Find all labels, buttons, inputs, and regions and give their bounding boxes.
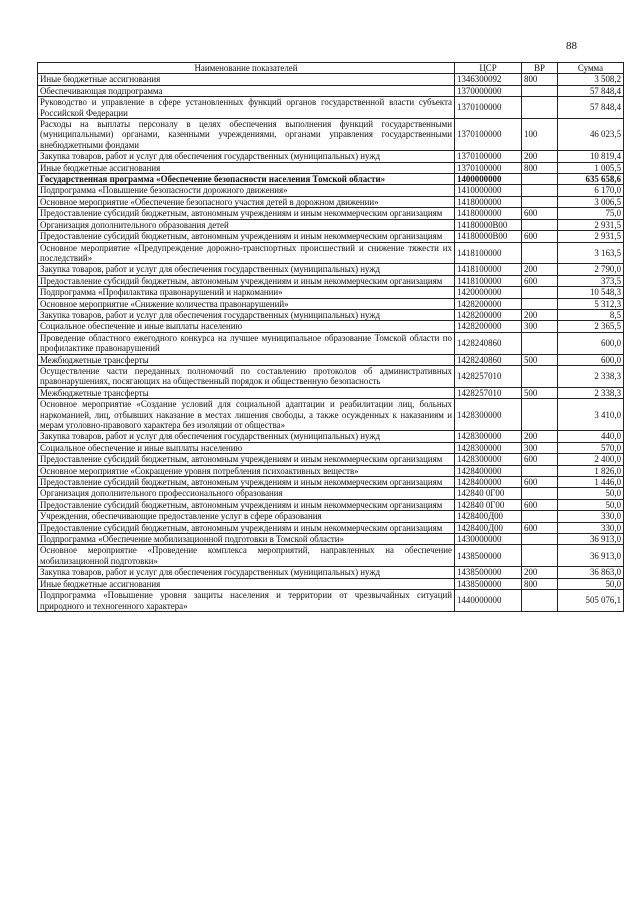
row-vr xyxy=(522,332,558,354)
row-code: 1400000000 xyxy=(455,174,522,185)
row-code: 1418100000 xyxy=(455,242,522,264)
row-code: 1428200000 xyxy=(455,298,522,309)
row-vr xyxy=(522,365,558,387)
row-code: 1370100000 xyxy=(455,97,522,119)
row-vr: 600 xyxy=(522,275,558,286)
row-sum: 2 790,0 xyxy=(558,264,624,275)
row-sum: 57 848,4 xyxy=(558,97,624,119)
table-row xyxy=(38,354,624,365)
row-code: 1428300000 xyxy=(455,399,522,431)
row-sum: 3 410,0 xyxy=(558,399,624,431)
row-vr: 500 xyxy=(522,354,558,365)
row-code: 1418100000 xyxy=(455,275,522,286)
row-name: Закупка товаров, работ и услуг для обеспечения государственных (муниципальных) нужд xyxy=(38,264,455,275)
row-code: 1438500000 xyxy=(455,545,522,567)
row-code: 1428300000 xyxy=(455,454,522,465)
row-name: Закупка товаров, работ и услуг для обеспечения государственных (муниципальных) нужд xyxy=(38,431,455,442)
row-code: 1428400Д00 xyxy=(455,522,522,533)
row-name: Основное мероприятие «Создание условий для социальной адаптации и реабилитации лиц, больных наркоманией, лиц, отбывших наказание в местах лишения свободы, а также осужденных к наказаниям и мерам уголовно-правового характера без изоляции от общества» xyxy=(38,399,455,431)
table-row xyxy=(38,431,624,442)
row-code: 1346300092 xyxy=(455,74,522,85)
row-name: Иные бюджетные ассигнования xyxy=(38,74,455,85)
header-vr: ВР xyxy=(522,63,558,74)
row-name: Предоставление субсидий бюджетным, автономным учреждениям и иным некоммерческим организациям xyxy=(38,477,455,488)
row-vr xyxy=(522,488,558,499)
row-code: 1370100000 xyxy=(455,151,522,162)
row-vr xyxy=(522,465,558,476)
row-sum: 2 400,0 xyxy=(558,454,624,465)
row-sum: 1 446,0 xyxy=(558,477,624,488)
row-code: 1428240860 xyxy=(455,354,522,365)
row-sum: 36 863,0 xyxy=(558,567,624,578)
row-sum: 6 170,0 xyxy=(558,185,624,196)
row-sum: 1 826,0 xyxy=(558,465,624,476)
row-code: 1428240860 xyxy=(455,332,522,354)
row-vr: 800 xyxy=(522,578,558,589)
table-row xyxy=(38,264,624,275)
row-code: 142840 0Г00 xyxy=(455,499,522,510)
row-name: Основное мероприятие «Предупреждение дорожно-транспортных происшествий и снижение тяжести их последствий» xyxy=(38,242,455,264)
row-name: Основное мероприятие «Проведение комплекса мероприятий, направленных на обеспечение мобилизационной подготовки» xyxy=(38,545,455,567)
row-sum: 36 913,0 xyxy=(558,534,624,545)
row-vr xyxy=(522,590,558,612)
table-row xyxy=(38,499,624,510)
row-code: 142840 0Г00 xyxy=(455,488,522,499)
table-row xyxy=(38,465,624,476)
row-vr: 100 xyxy=(522,119,558,151)
row-name: Организация дополнительного образования детей xyxy=(38,219,455,230)
table-row xyxy=(38,545,624,567)
row-sum: 50,0 xyxy=(558,488,624,499)
table-row xyxy=(38,242,624,264)
table-row xyxy=(38,85,624,96)
row-name: Предоставление субсидий бюджетным, автономным учреждениям и иным некоммерческим организациям xyxy=(38,522,455,533)
row-code: 1428300000 xyxy=(455,442,522,453)
row-name: Предоставление субсидий бюджетным, автономным учреждениям и иным некоммерческим организациям xyxy=(38,275,455,286)
row-name: Осуществление части переданных полномочий по составлению протоколов об административных правонарушениях, посягающих на общественный порядок и общественную безопасность xyxy=(38,365,455,387)
page-number: 88 xyxy=(566,40,577,52)
row-name: Предоставление субсидий бюджетным, автономным учреждениям и иным некоммерческим организациям xyxy=(38,231,455,242)
table-row xyxy=(38,567,624,578)
row-code: 1428257010 xyxy=(455,365,522,387)
table-row xyxy=(38,275,624,286)
row-sum: 330,0 xyxy=(558,511,624,522)
row-name: Межбюджетные трансферты xyxy=(38,387,455,398)
row-vr: 800 xyxy=(522,74,558,85)
row-name: Подпрограмма «Повышение безопасности дорожного движения» xyxy=(38,185,455,196)
header-code: ЦСР xyxy=(455,63,522,74)
row-name: Предоставление субсидий бюджетным, автономным учреждениям и иным некоммерческим организациям xyxy=(38,208,455,219)
row-vr xyxy=(522,534,558,545)
row-sum: 8,5 xyxy=(558,309,624,320)
header-sum: Сумма xyxy=(558,63,624,74)
table-row xyxy=(38,399,624,431)
row-sum: 505 076,1 xyxy=(558,590,624,612)
row-name: Подпрограмма «Повышение уровня защиты населения и территории от чрезвычайных ситуаций природного и техногенного характера» xyxy=(38,590,455,612)
row-sum: 635 658,6 xyxy=(558,174,624,185)
row-sum: 570,0 xyxy=(558,442,624,453)
row-name: Учреждения, обеспечивающие предоставление услуг в сфере образования xyxy=(38,511,455,522)
row-code: 1428257010 xyxy=(455,387,522,398)
row-vr xyxy=(522,399,558,431)
row-sum: 2 931,5 xyxy=(558,231,624,242)
row-vr: 600 xyxy=(522,522,558,533)
row-code: 1418100000 xyxy=(455,264,522,275)
table-row xyxy=(38,174,624,185)
row-code: 1370100000 xyxy=(455,162,522,173)
table-row xyxy=(38,387,624,398)
row-vr: 600 xyxy=(522,208,558,219)
table-row xyxy=(38,454,624,465)
row-code: 14180000В00 xyxy=(455,231,522,242)
table-row xyxy=(38,511,624,522)
table-row xyxy=(38,321,624,332)
row-name: Закупка товаров, работ и услуг для обеспечения государственных (муниципальных) нужд xyxy=(38,151,455,162)
row-name: Обеспечивающая подпрограмма xyxy=(38,85,455,96)
row-name: Основное мероприятие «Обеспечение безопасного участия детей в дорожном движении» xyxy=(38,196,455,207)
row-sum: 373,5 xyxy=(558,275,624,286)
row-code: 1440000000 xyxy=(455,590,522,612)
row-sum: 57 848,4 xyxy=(558,85,624,96)
row-name: Расходы на выплаты персоналу в целях обеспечения выполнения функций государственными (муниципальными) органами, казенными учреждениями, органами управления государственными внебюджетными фондами xyxy=(38,119,455,151)
table-row xyxy=(38,365,624,387)
row-name: Предоставление субсидий бюджетным, автономным учреждениям и иным некоммерческим организациям xyxy=(38,499,455,510)
row-sum: 50,0 xyxy=(558,499,624,510)
row-code: 1370000000 xyxy=(455,85,522,96)
row-vr: 200 xyxy=(522,431,558,442)
row-vr: 600 xyxy=(522,477,558,488)
row-name: Иные бюджетные ассигнования xyxy=(38,162,455,173)
table-row xyxy=(38,477,624,488)
table-row xyxy=(38,332,624,354)
row-vr: 600 xyxy=(522,231,558,242)
table-row xyxy=(38,522,624,533)
row-code: 1430000000 xyxy=(455,534,522,545)
row-vr xyxy=(522,298,558,309)
row-name: Социальное обеспечение и иные выплаты населению xyxy=(38,321,455,332)
row-sum: 330,0 xyxy=(558,522,624,533)
row-vr xyxy=(522,242,558,264)
row-vr: 500 xyxy=(522,387,558,398)
row-code: 1428300000 xyxy=(455,431,522,442)
table-row xyxy=(38,534,624,545)
row-name: Закупка товаров, работ и услуг для обеспечения государственных (муниципальных) нужд xyxy=(38,567,455,578)
row-name: Проведение областного ежегодного конкурса на лучшее муниципальное образование Томской области по профилактике правонарушений xyxy=(38,332,455,354)
header-name: Наименование показателей xyxy=(38,63,455,74)
row-vr xyxy=(522,85,558,96)
row-code: 1418000000 xyxy=(455,196,522,207)
table-row xyxy=(38,298,624,309)
row-code: 1438500000 xyxy=(455,567,522,578)
row-sum: 600,0 xyxy=(558,354,624,365)
table-row xyxy=(38,219,624,230)
table-body xyxy=(38,74,624,612)
row-name: Руководство и управление в сфере установленных функций органов государственной власти субъекта Российской Федерации xyxy=(38,97,455,119)
row-sum: 2 931,5 xyxy=(558,219,624,230)
table-row xyxy=(38,196,624,207)
table-row xyxy=(38,119,624,151)
row-name: Межбюджетные трансферты xyxy=(38,354,455,365)
row-sum: 3 163,5 xyxy=(558,242,624,264)
row-sum: 36 913,0 xyxy=(558,545,624,567)
row-vr xyxy=(522,511,558,522)
row-vr xyxy=(522,287,558,298)
row-vr xyxy=(522,174,558,185)
row-code: 1428400000 xyxy=(455,477,522,488)
row-vr xyxy=(522,219,558,230)
row-sum: 50,0 xyxy=(558,578,624,589)
row-code: 1428400Д00 xyxy=(455,511,522,522)
row-sum: 10 548,3 xyxy=(558,287,624,298)
row-vr: 200 xyxy=(522,151,558,162)
row-name: Предоставление субсидий бюджетным, автономным учреждениям и иным некоммерческим организациям xyxy=(38,454,455,465)
row-sum: 75,0 xyxy=(558,208,624,219)
row-name: Подпрограмма «Обеспечение мобилизационной подготовки в Томской области» xyxy=(38,534,455,545)
table-row xyxy=(38,309,624,320)
budget-table xyxy=(37,62,624,612)
row-sum: 600,0 xyxy=(558,332,624,354)
row-name: Основное мероприятие «Снижение количества правонарушений» xyxy=(38,298,455,309)
row-name: Государственная программа «Обеспечение безопасности населения Томской области» xyxy=(38,174,455,185)
table-row xyxy=(38,590,624,612)
table-row xyxy=(38,97,624,119)
table-row xyxy=(38,578,624,589)
row-sum: 2 338,3 xyxy=(558,387,624,398)
row-code: 1370100000 xyxy=(455,119,522,151)
row-sum: 2 338,3 xyxy=(558,365,624,387)
row-vr: 200 xyxy=(522,309,558,320)
table-row xyxy=(38,185,624,196)
row-sum: 1 005,5 xyxy=(558,162,624,173)
row-code: 14180000В00 xyxy=(455,219,522,230)
row-name: Основное мероприятие «Сокращение уровня потребления психоактивных веществ» xyxy=(38,465,455,476)
row-sum: 3 508,2 xyxy=(558,74,624,85)
row-code: 1428200000 xyxy=(455,309,522,320)
row-vr: 200 xyxy=(522,264,558,275)
row-vr xyxy=(522,97,558,119)
table-row xyxy=(38,208,624,219)
row-vr: 600 xyxy=(522,499,558,510)
table-header-row xyxy=(38,63,624,74)
row-name: Иные бюджетные ассигнования xyxy=(38,578,455,589)
row-code: 1418000000 xyxy=(455,208,522,219)
row-name: Подпрограмма «Профилактика правонарушений и наркомании» xyxy=(38,287,455,298)
row-sum: 46 023,5 xyxy=(558,119,624,151)
table-row xyxy=(38,162,624,173)
row-vr: 200 xyxy=(522,567,558,578)
row-code: 1438500000 xyxy=(455,578,522,589)
row-code: 1428200000 xyxy=(455,321,522,332)
table-row xyxy=(38,231,624,242)
table-row xyxy=(38,488,624,499)
row-vr: 300 xyxy=(522,321,558,332)
row-sum: 5 312,3 xyxy=(558,298,624,309)
table-row xyxy=(38,74,624,85)
row-sum: 10 819,4 xyxy=(558,151,624,162)
row-sum: 3 006,5 xyxy=(558,196,624,207)
row-name: Социальное обеспечение и иные выплаты населению xyxy=(38,442,455,453)
row-vr xyxy=(522,196,558,207)
table-row xyxy=(38,442,624,453)
row-vr xyxy=(522,545,558,567)
row-name: Закупка товаров, работ и услуг для обеспечения государственных (муниципальных) нужд xyxy=(38,309,455,320)
row-vr: 800 xyxy=(522,162,558,173)
row-vr: 300 xyxy=(522,442,558,453)
row-sum: 2 365,5 xyxy=(558,321,624,332)
row-code: 1428400000 xyxy=(455,465,522,476)
table-row xyxy=(38,151,624,162)
row-sum: 440,0 xyxy=(558,431,624,442)
row-vr xyxy=(522,185,558,196)
row-code: 1410000000 xyxy=(455,185,522,196)
row-code: 1420000000 xyxy=(455,287,522,298)
row-name: Организация дополнительного профессионального образования xyxy=(38,488,455,499)
table-row xyxy=(38,287,624,298)
row-vr: 600 xyxy=(522,454,558,465)
